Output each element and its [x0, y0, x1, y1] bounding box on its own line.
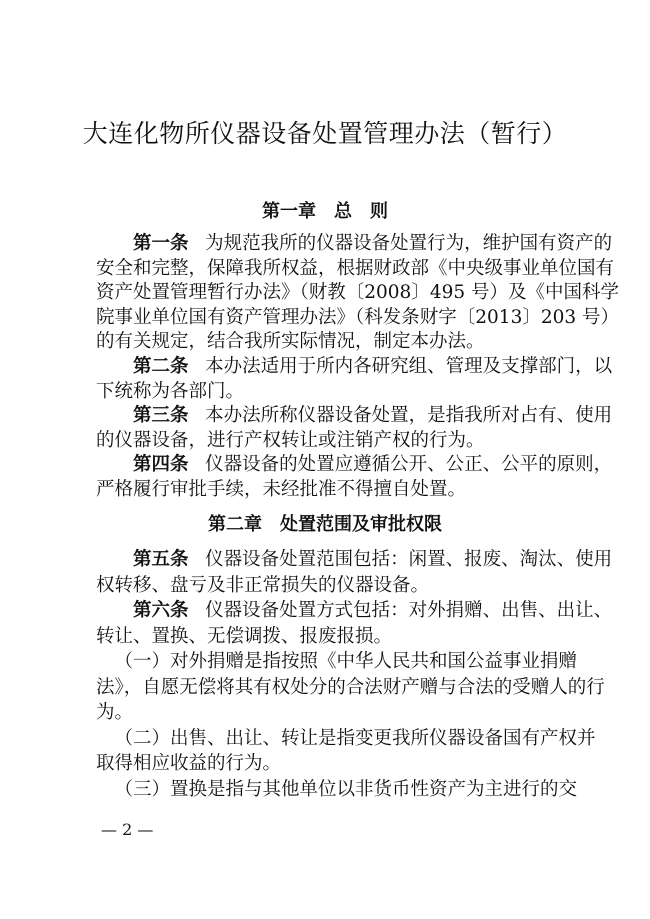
text-line: [96, 257, 615, 282]
item-paragraph: [96, 777, 578, 803]
line-text: 本办法所称仪器设备处置，是指我所对占有、使用: [205, 405, 613, 427]
article-paragraph: [96, 547, 613, 598]
text-line: [96, 624, 566, 650]
article-label: 第六条: [133, 600, 189, 621]
chapter-2-body: [96, 547, 613, 802]
line-text: （二）出售、出让、转让是指变更我所仪器设备国有产权并: [114, 727, 596, 749]
article-paragraph: [96, 355, 613, 404]
text-line: [96, 429, 566, 454]
line-text: 法》，自愿无偿将其有权处分的合法财产赠与合法的受赠人的行: [96, 676, 605, 698]
line-text: 仪器设备的处置应遵循公开、公正、公平的原则，: [205, 454, 613, 476]
text-line: [96, 649, 578, 675]
text-line: [96, 547, 613, 573]
item-paragraph: [96, 649, 605, 726]
document-title: 大连化物所仪器设备处置管理办法（暂行）: [82, 119, 568, 148]
text-line: [96, 306, 620, 331]
line-text: 本办法适用于所内各研究组、管理及支撑部门，以: [205, 355, 613, 377]
article-paragraph: [96, 232, 620, 355]
text-line: [96, 700, 566, 726]
line-text: 的有关规定，结合我所实际情况，制定本办法。: [96, 331, 485, 353]
chapter-heading-1: 第一章 总 则: [262, 201, 388, 222]
article-label: 第一条: [133, 233, 189, 254]
line-text: 仪器设备处置范围包括：闲置、报废、淘汰、使用: [205, 549, 613, 570]
line-text: 安全和完整，保障我所权益，根据财政部《中央级事业单位国有: [96, 257, 615, 279]
line-text: 为。: [96, 702, 134, 723]
text-line: [96, 355, 613, 380]
chapter-heading-2: 第二章 处置范围及审批权限: [208, 514, 442, 535]
text-line: [96, 404, 613, 429]
article-label: 第二条: [133, 355, 189, 377]
text-line: [96, 726, 596, 752]
line-text: 下统称为各部门。: [96, 380, 245, 402]
line-text: 仪器设备处置方式包括：对外捐赠、出售、出让、: [205, 600, 613, 621]
article-paragraph: [96, 404, 613, 453]
article-label: 第四条: [133, 454, 189, 476]
text-line: [96, 232, 613, 257]
line-text: 资产处置管理暂行办法》（财教〔2008〕495 号）及《中国科学: [96, 282, 620, 304]
line-text: 权转移、盘亏及非正常损失的仪器设备。: [96, 574, 430, 596]
article-label: 第五条: [133, 549, 189, 570]
item-paragraph: [96, 726, 596, 777]
text-line: [96, 478, 566, 503]
text-line: [96, 453, 613, 478]
text-line: [96, 330, 566, 355]
line-text: 取得相应收益的行为。: [96, 753, 282, 774]
article-label: 第三条: [133, 405, 189, 427]
line-text: 为规范我所的仪器设备处置行为，维护国有资产的: [205, 233, 613, 254]
line-text: 严格履行审批手续，未经批准不得擅自处置。: [96, 478, 467, 500]
text-line: [96, 751, 566, 777]
text-line: [96, 598, 613, 624]
page-number: — 2 —: [101, 820, 154, 839]
text-line: [96, 675, 605, 701]
line-text: 的仪器设备，进行产权转让或注销产权的行为。: [96, 429, 485, 451]
line-text: 院事业单位国有资产管理办法》（科发条财字〔2013〕203 号）: [96, 306, 620, 328]
chapter-1-body: [96, 232, 620, 503]
article-paragraph: [96, 453, 613, 502]
article-paragraph: [96, 598, 613, 649]
text-line: [96, 777, 578, 803]
text-line: [96, 380, 566, 405]
line-text: （三）置换是指与其他单位以非货币性资产为主进行的交: [114, 778, 578, 800]
line-text: （一）对外捐赠是指按照《中华人民共和国公益事业捐赠: [114, 651, 578, 672]
line-text: 转让、置换、无偿调拨、报废报损。: [96, 625, 393, 647]
text-line: [96, 573, 566, 599]
text-line: [96, 281, 620, 306]
